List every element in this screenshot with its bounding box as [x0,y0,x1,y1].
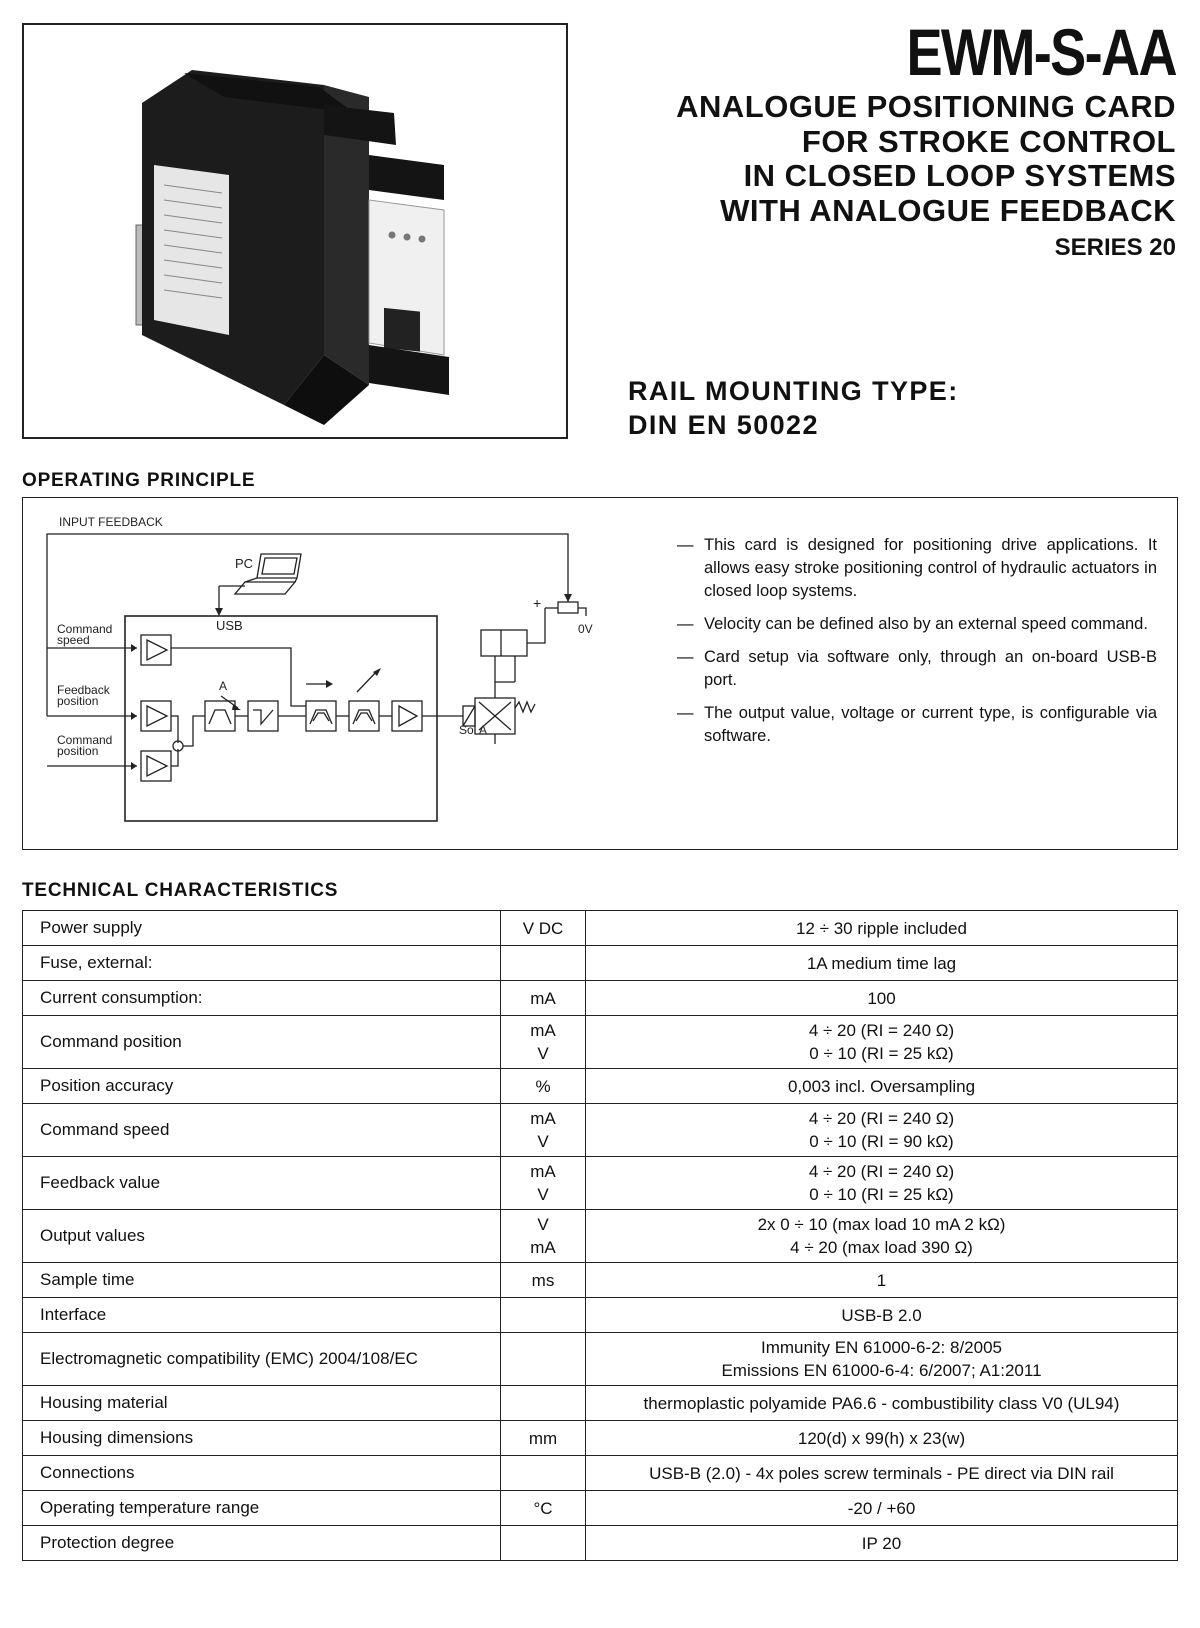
parameter-cell: Command position [23,1016,501,1069]
value-cell [586,1157,1178,1210]
label-input-feedback: INPUT FEEDBACK [59,515,163,529]
technical-characteristics-heading: TECHNICAL CHARACTERISTICS [22,880,339,901]
value-cell [586,1456,1178,1491]
subtitle-line: ANALOGUE POSITIONING CARD [676,89,1176,124]
dash-bullet: — [677,536,694,554]
table-row [23,1298,1178,1333]
principle-item [677,702,1157,748]
value-cell [586,1263,1178,1298]
value-text: USB-B 2.0 [841,1305,922,1325]
value-text: 0 ÷ 10 (RI = 25 kΩ) [809,1185,954,1204]
value-cell [586,1210,1178,1263]
value-text: 0 ÷ 10 (RI = 25 kΩ) [809,1044,954,1063]
value-text: 0,003 incl. Oversampling [787,1076,976,1096]
unit-text: V [537,1215,549,1234]
table-row [23,1104,1178,1157]
parameter-cell: Operating temperature range [23,1491,501,1526]
rail-mounting-info [628,374,959,442]
label-command-position-2: position [57,744,99,758]
value-text: Emissions EN 61000-6-4: 6/2007; A1:2011 [721,1361,1042,1380]
unit-text: °C [533,1498,553,1518]
unit-cell [501,946,586,981]
table-row [23,1157,1178,1210]
table-row [23,1491,1178,1526]
parameter-cell: Power supply [23,911,501,946]
unit-text: V [537,1044,549,1063]
value-text: thermoplastic polyamide PA6.6 - combustibility class V0 (UL94) [643,1393,1120,1413]
din-rail-card-illustration [24,25,570,441]
label-a: A [219,679,228,693]
parameter-cell: Protection degree [23,1526,501,1561]
unit-cell [501,1386,586,1421]
principle-item [677,646,1157,692]
unit-text: mA [530,1109,556,1128]
value-cell [586,1526,1178,1561]
table-row [23,1069,1178,1104]
unit-text: % [535,1076,551,1096]
subtitle-line: WITH ANALOGUE FEEDBACK [720,192,1176,228]
value-cell [586,946,1178,981]
label-sol-a: Sol A [459,723,488,737]
value-text: -20 / +60 [847,1498,916,1518]
unit-cell [501,981,586,1016]
operating-principle-list [677,534,1157,758]
unit-text: mm [528,1428,558,1448]
principle-item [677,534,1157,603]
parameter-cell: Command speed [23,1104,501,1157]
principle-text: Velocity can be defined also by an external speed command. [704,615,1148,633]
unit-text: mA [530,1238,556,1257]
unit-cell [501,1157,586,1210]
label-plus: + [533,595,542,611]
table-row [23,1456,1178,1491]
parameter-cell: Electromagnetic compatibility (EMC) 2004/108/EC [23,1333,501,1386]
value-text: 100 [867,988,896,1008]
potentiometer [558,602,578,613]
unit-cell [501,1104,586,1157]
table-row [23,1333,1178,1386]
unit-cell [501,1526,586,1561]
table-row [23,1421,1178,1456]
table-row [23,1210,1178,1263]
unit-cell [501,911,586,946]
principle-text: This card is designed for positioning drive applications. It allows easy stroke positioning control of hydraulic actuators in closed loop systems. [704,536,1157,600]
value-cell [586,1421,1178,1456]
parameter-cell: Housing material [23,1386,501,1421]
value-text: 120(d) x 99(h) x 23(w) [797,1428,966,1448]
unit-cell [501,1333,586,1386]
label-feedback-position-1: Feedback [57,683,110,697]
block-diagram [23,498,663,848]
unit-text: V [537,1132,549,1151]
value-text: 4 ÷ 20 (RI = 240 Ω) [808,1109,955,1128]
parameter-cell: Output values [23,1210,501,1263]
value-text: 1 [876,1270,887,1290]
subtitle-line: IN CLOSED LOOP SYSTEMS [743,158,1176,193]
unit-cell [501,1210,586,1263]
label-feedback-position-2: position [57,694,99,708]
value-text: IP 20 [861,1533,902,1553]
value-cell [586,1386,1178,1421]
value-text: 4 ÷ 20 (RI = 240 Ω) [808,1021,955,1040]
dash-bullet: — [677,648,694,666]
subtitle-line: FOR STROKE CONTROL [801,123,1176,159]
unit-cell [501,1069,586,1104]
unit-cell [501,1421,586,1456]
table-row [23,946,1178,981]
table-row [23,1016,1178,1069]
unit-text: mA [530,988,556,1008]
hydraulic-cylinder-icon [481,608,545,682]
value-text: 4 ÷ 20 (max load 390 Ω) [790,1238,973,1257]
value-text: Immunity EN 61000-6-2: 8/2005 [761,1338,1002,1357]
dash-bullet: — [677,615,694,633]
value-text: 0 ÷ 10 (RI = 90 kΩ) [809,1132,954,1151]
product-photo [22,23,568,439]
value-text: 4 ÷ 20 (RI = 240 Ω) [808,1162,955,1181]
value-cell [586,1016,1178,1069]
unit-cell [501,1263,586,1298]
unit-text: mA [530,1162,556,1181]
value-cell [586,981,1178,1016]
operating-principle-heading: OPERATING PRINCIPLE [22,470,256,491]
principle-text: Card setup via software only, through an on-board USB-B port. [704,648,1157,689]
product-model: EWM-S-AA [906,15,1176,89]
unit-cell [501,1491,586,1526]
parameter-cell: Position accuracy [23,1069,501,1104]
principle-item [677,613,1157,636]
value-text: 2x 0 ÷ 10 (max load 10 mA 2 kΩ) [757,1215,1006,1234]
label-command-speed-2: speed [57,633,90,647]
series-label: SERIES 20 [1054,234,1176,261]
value-text: USB-B (2.0) - 4x poles screw terminals - PE direct via DIN rail [649,1463,1114,1483]
value-cell [586,1069,1178,1104]
value-cell [586,1333,1178,1386]
unit-cell [501,1456,586,1491]
parameter-cell: Current consumption: [23,981,501,1016]
parameter-cell: Sample time [23,1263,501,1298]
rail-mounting-line1: RAIL MOUNTING TYPE: [628,376,959,406]
value-text: 1A medium time lag [806,953,957,973]
dash-bullet: — [677,704,694,722]
table-row [23,1386,1178,1421]
value-cell [586,1298,1178,1333]
technical-characteristics-table [22,910,1178,1561]
label-usb: USB [216,618,243,633]
value-text: 12 ÷ 30 ripple included [796,918,967,938]
principle-text: The output value, voltage or current type, is configurable via software. [704,704,1157,745]
parameter-cell: Connections [23,1456,501,1491]
parameter-cell: Feedback value [23,1157,501,1210]
rail-mounting-line2: DIN EN 50022 [628,410,819,440]
table-row [23,1526,1178,1561]
table-row [23,1263,1178,1298]
parameter-cell: Interface [23,1298,501,1333]
unit-text: V DC [522,918,564,938]
label-pc: PC [235,556,254,571]
label-command-speed-1: Command [57,622,113,636]
parameter-cell: Fuse, external: [23,946,501,981]
title-block [676,14,1176,266]
value-cell [586,1491,1178,1526]
table-row [23,911,1178,946]
operating-principle-box [22,497,1178,850]
card-frame [125,616,437,821]
unit-text: ms [531,1270,555,1290]
label-command-position-1: Command [57,733,113,747]
unit-text: V [537,1185,549,1204]
unit-cell [501,1016,586,1069]
table-row [23,981,1178,1016]
unit-cell [501,1298,586,1333]
unit-text: mA [530,1021,556,1040]
value-cell [586,911,1178,946]
label-0v: 0V [578,622,593,636]
value-cell [586,1104,1178,1157]
parameter-cell: Housing dimensions [23,1421,501,1456]
